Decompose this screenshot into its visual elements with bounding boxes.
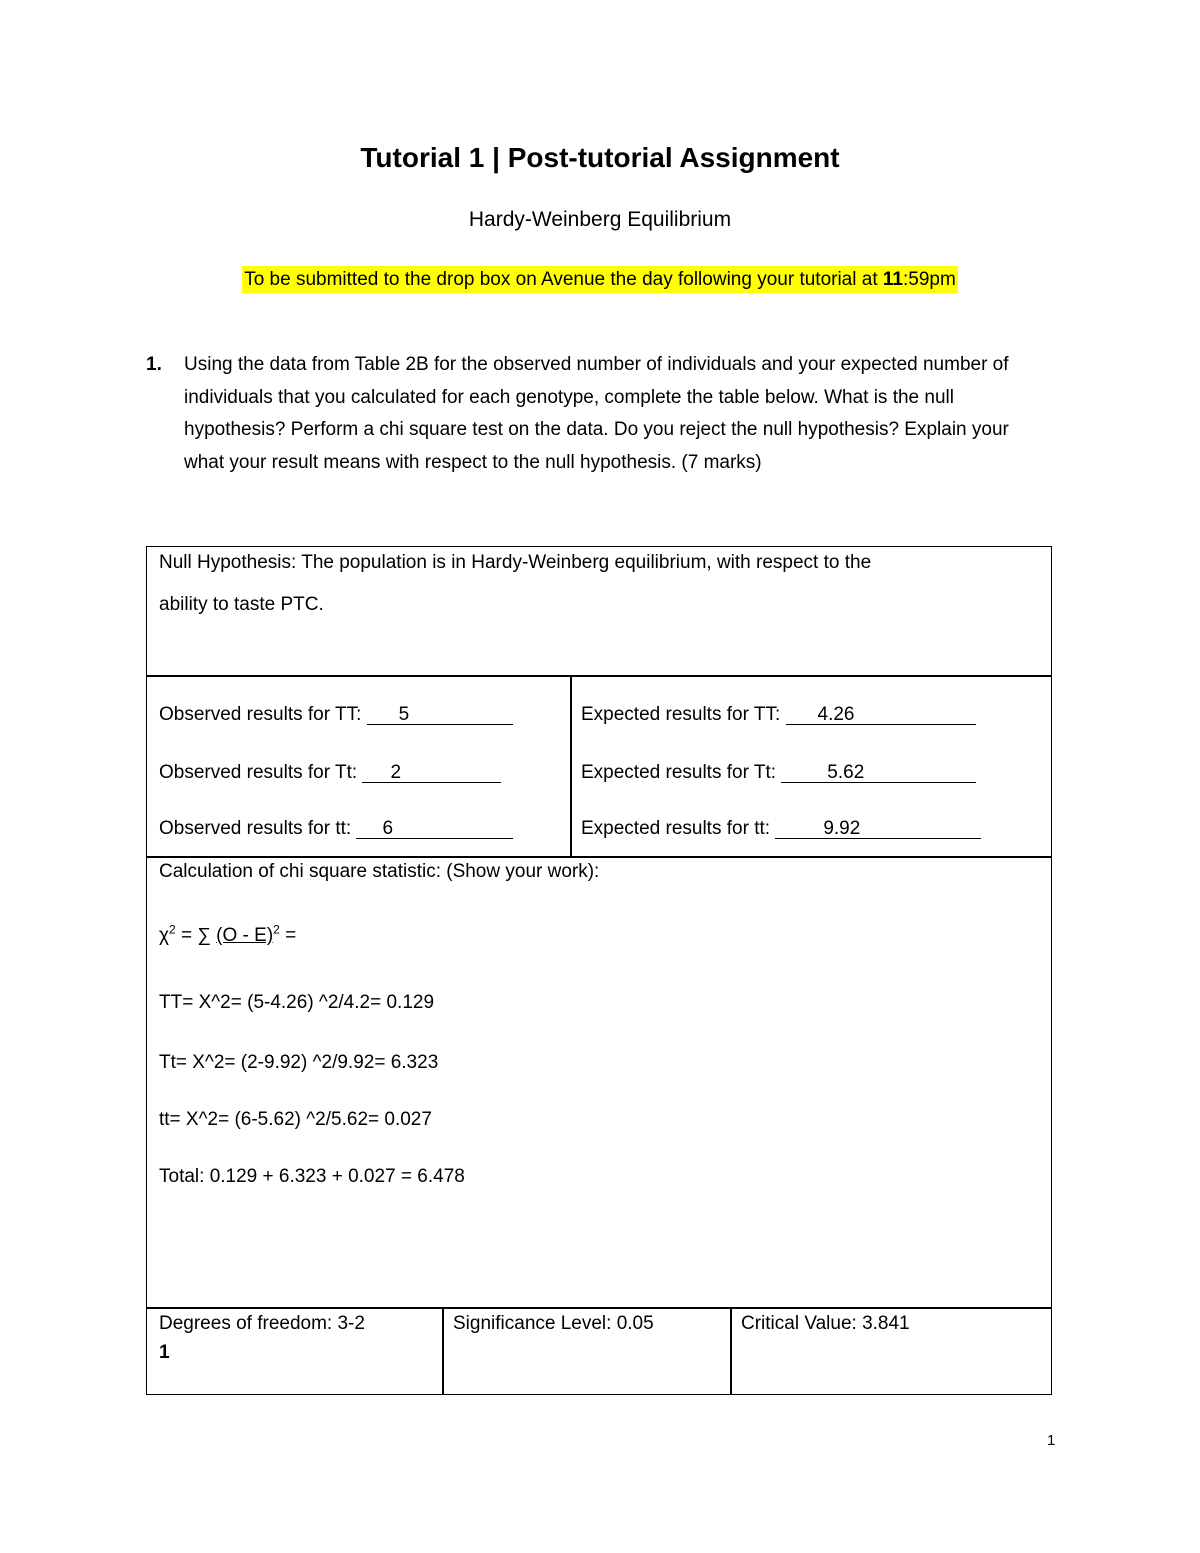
observed-Tt-value: 2 — [390, 762, 402, 783]
observed-tt-lower-row — [159, 818, 513, 840]
significance-level: Significance Level: 0.05 — [453, 1313, 654, 1334]
critical-value: Critical Value: 3.841 — [741, 1313, 910, 1334]
chi-symbol: χ — [159, 925, 169, 946]
page-title: Tutorial 1 | Post-tutorial Assignment — [360, 142, 840, 173]
dof-value: 1 — [159, 1342, 170, 1363]
expected-tt-lower-label: Expected results for tt: — [581, 818, 771, 839]
chi-square-formula — [159, 922, 297, 947]
question-number: 1. — [146, 354, 162, 375]
sum-symbol: = ∑ — [175, 925, 217, 946]
expected-Tt-label: Expected results for Tt: — [581, 762, 777, 783]
expected-tt-lower-blank — [775, 819, 981, 839]
question-1 — [146, 349, 1046, 479]
expected-tt-blank — [786, 705, 976, 725]
expected-tt-label: Expected results for TT: — [581, 704, 781, 725]
calculation-cell — [146, 856, 1052, 1309]
expected-Tt-row — [581, 762, 976, 784]
expected-tt-lower-value: 9.92 — [823, 818, 861, 839]
formula-tail: = — [279, 925, 297, 946]
observed-tt-value: 5 — [398, 704, 410, 725]
null-hypothesis-line1: Null Hypothesis: The population is in Hardy-Weinberg equilibrium, with respect to the — [159, 552, 872, 573]
deadline-hour: 11 — [882, 269, 903, 290]
expected-tt-row — [581, 704, 976, 726]
deadline-highlight — [242, 266, 958, 293]
deadline-notice — [0, 266, 1200, 293]
expected-tt-lower-row — [581, 818, 981, 840]
oe-exponent: 2 — [273, 922, 280, 937]
expected-Tt-value: 5.62 — [827, 762, 865, 783]
deadline-suffix: :59pm — [902, 269, 956, 290]
o-minus-e: (O - E) — [216, 925, 274, 946]
observed-tt-label: Observed results for TT: — [159, 704, 362, 725]
dof-label: Degrees of freedom: 3-2 — [159, 1313, 365, 1334]
calc-line-Tt: Tt= X^2= (2-9.92) ^2/9.92= 6.323 — [159, 1052, 439, 1073]
null-hypothesis-line2: ability to taste PTC. — [159, 594, 324, 615]
observed-tt-blank — [367, 705, 513, 725]
deadline-prefix: To be submitted to the drop box on Avenue the day following your tutorial at — [244, 269, 883, 290]
observed-tt-lower-label: Observed results for tt: — [159, 818, 352, 839]
expected-tt-value: 4.26 — [817, 704, 855, 725]
expected-Tt-blank — [781, 763, 976, 783]
calc-heading: Calculation of chi square statistic: (Show your work): — [159, 861, 600, 882]
calc-line-total: Total: 0.129 + 6.323 + 0.027 = 6.478 — [159, 1166, 465, 1187]
observed-Tt-row — [159, 762, 501, 784]
observed-tt-lower-value: 6 — [382, 818, 394, 839]
page-number: 1 — [1047, 1432, 1056, 1449]
observed-tt-lower-blank — [356, 819, 513, 839]
question-text: Using the data from Table 2B for the observed number of individuals and your expected number of individuals that you calculated for each genotype, complete the table below. What is the null hypothesis? Perform a chi square test on the data. Do you reject the null hypothesis? Explain your what your result means with respect to the null hypothesis. (7 marks) — [184, 354, 1009, 473]
observed-Tt-blank — [362, 763, 501, 783]
page-subtitle: Hardy-Weinberg Equilibrium — [468, 208, 732, 231]
calc-line-TT: TT= X^2= (5-4.26) ^2/4.2= 0.129 — [159, 992, 435, 1013]
observed-Tt-label: Observed results for Tt: — [159, 762, 358, 783]
chi-exponent: 2 — [168, 922, 176, 937]
observed-tt-row — [159, 704, 513, 726]
calc-line-tt: tt= X^2= (6-5.62) ^2/5.62= 0.027 — [159, 1109, 432, 1130]
